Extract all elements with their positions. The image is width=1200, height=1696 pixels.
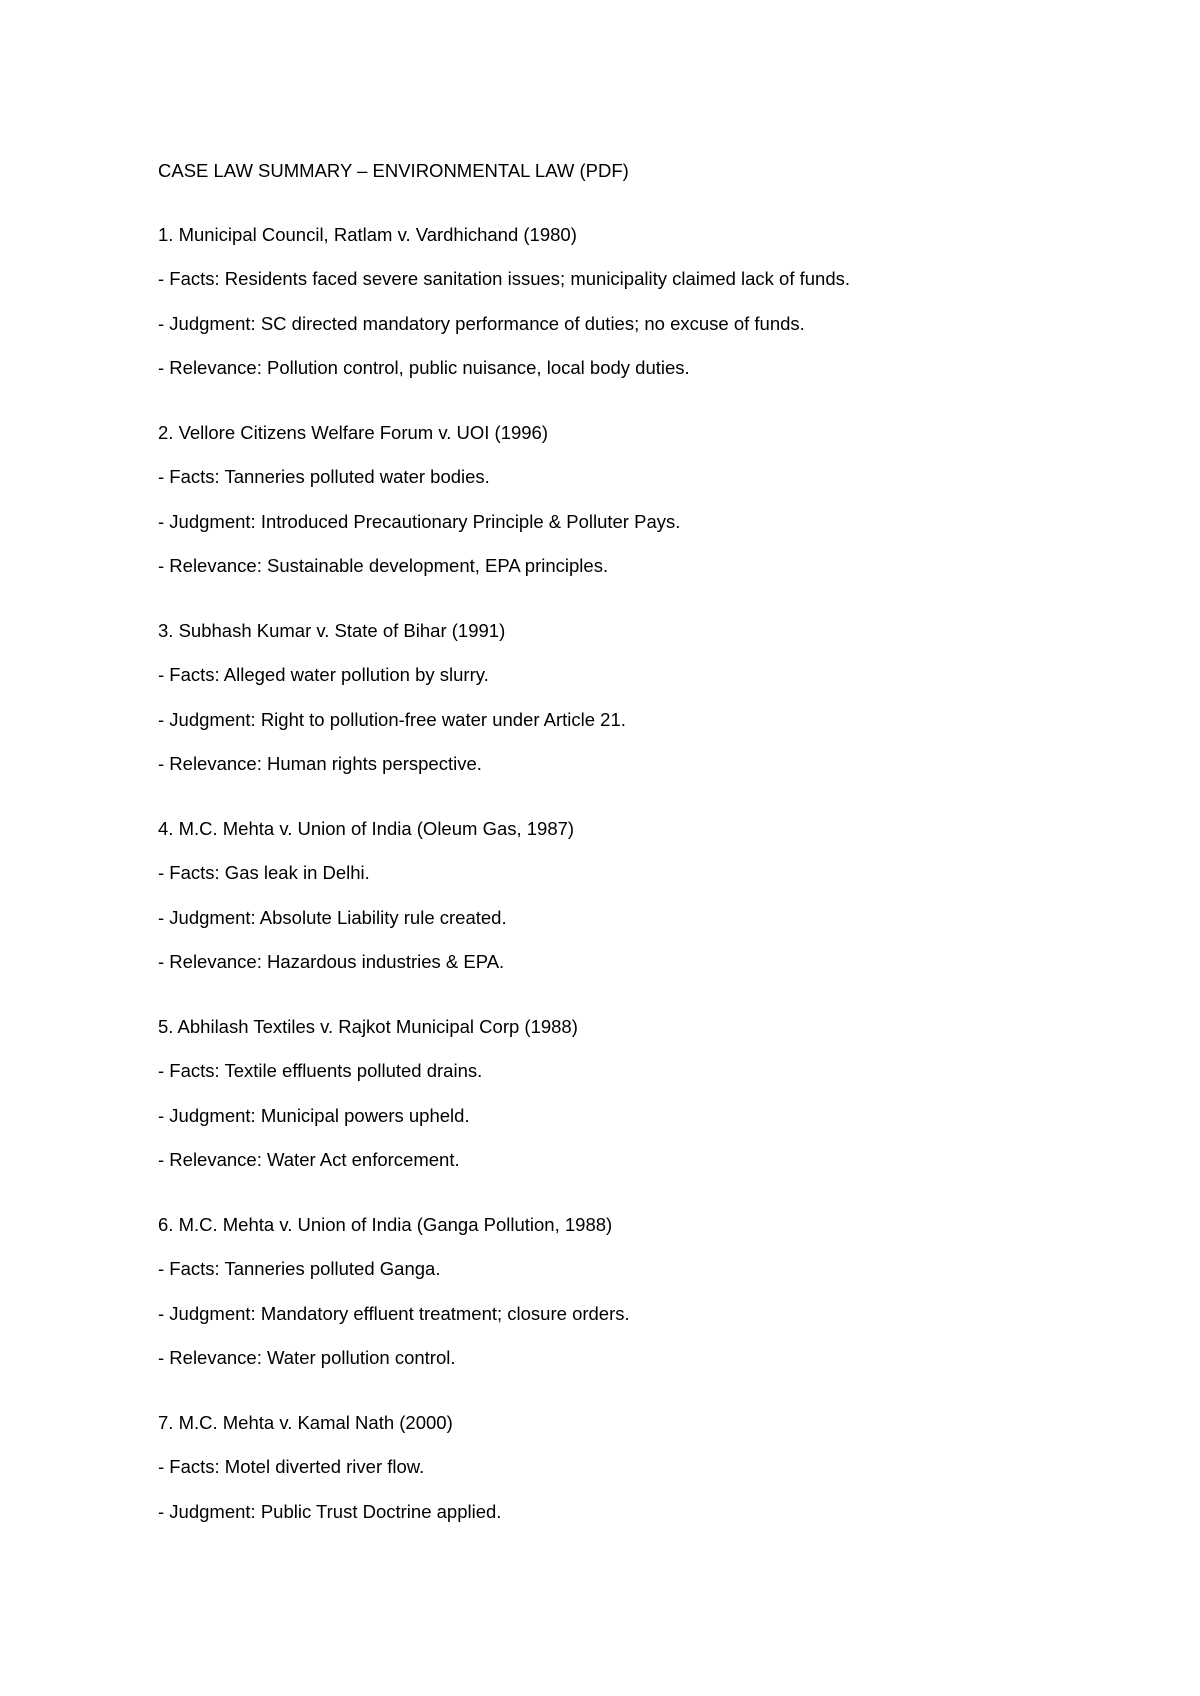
case-relevance: - Relevance: Sustainable development, EPA principles. xyxy=(158,555,609,576)
case-list xyxy=(158,223,1138,1609)
case-judgment: - Judgment: Municipal powers upheld. xyxy=(158,1105,470,1126)
case-facts: - Facts: Gas leak in Delhi. xyxy=(158,862,370,883)
case-facts: - Facts: Alleged water pollution by slurry. xyxy=(158,664,489,685)
case-heading: 4. M.C. Mehta v. Union of India (Oleum Gas, 1987) xyxy=(158,818,575,839)
case-facts: - Facts: Tanneries polluted water bodies. xyxy=(158,466,490,487)
case-facts: - Facts: Tanneries polluted Ganga. xyxy=(158,1258,441,1279)
case-relevance: - Relevance: Human rights perspective. xyxy=(158,753,482,774)
case-entry-6 xyxy=(158,1213,1138,1411)
case-relevance: - Relevance: Water pollution control. xyxy=(158,1347,456,1368)
case-relevance: - Relevance: Hazardous industries & EPA. xyxy=(158,951,505,972)
case-judgment: - Judgment: Public Trust Doctrine applied. xyxy=(158,1501,502,1522)
case-judgment: - Judgment: Mandatory effluent treatment; closure orders. xyxy=(158,1303,630,1324)
case-heading: 6. M.C. Mehta v. Union of India (Ganga Pollution, 1988) xyxy=(158,1214,613,1235)
case-facts: - Facts: Motel diverted river flow. xyxy=(158,1456,425,1477)
case-entry-1 xyxy=(158,223,1138,421)
case-judgment: - Judgment: Right to pollution-free water under Article 21. xyxy=(158,709,626,730)
case-entry-4 xyxy=(158,817,1138,1015)
case-heading: 7. M.C. Mehta v. Kamal Nath (2000) xyxy=(158,1412,453,1433)
case-judgment: - Judgment: Absolute Liability rule created. xyxy=(158,907,507,928)
case-facts: - Facts: Textile effluents polluted drains. xyxy=(158,1060,483,1081)
case-relevance: - Relevance: Pollution control, public nuisance, local body duties. xyxy=(158,357,690,378)
case-facts: - Facts: Residents faced severe sanitation issues; municipality claimed lack of funds. xyxy=(158,268,851,289)
case-heading: 3. Subhash Kumar v. State of Bihar (1991) xyxy=(158,620,506,641)
case-entry-7 xyxy=(158,1411,1138,1609)
case-heading: 5. Abhilash Textiles v. Rajkot Municipal Corp (1988) xyxy=(158,1016,578,1037)
case-heading: 1. Municipal Council, Ratlam v. Vardhichand (1980) xyxy=(158,224,577,245)
case-judgment: - Judgment: Introduced Precautionary Principle & Polluter Pays. xyxy=(158,511,681,532)
case-heading: 2. Vellore Citizens Welfare Forum v. UOI (1996) xyxy=(158,422,549,443)
document-title: CASE LAW SUMMARY – ENVIRONMENTAL LAW (PDF) xyxy=(158,160,629,181)
case-relevance: - Relevance: Water Act enforcement. xyxy=(158,1149,460,1170)
case-entry-3 xyxy=(158,619,1138,817)
case-entry-5 xyxy=(158,1015,1138,1213)
case-judgment: - Judgment: SC directed mandatory performance of duties; no excuse of funds. xyxy=(158,313,805,334)
case-entry-2 xyxy=(158,421,1138,619)
